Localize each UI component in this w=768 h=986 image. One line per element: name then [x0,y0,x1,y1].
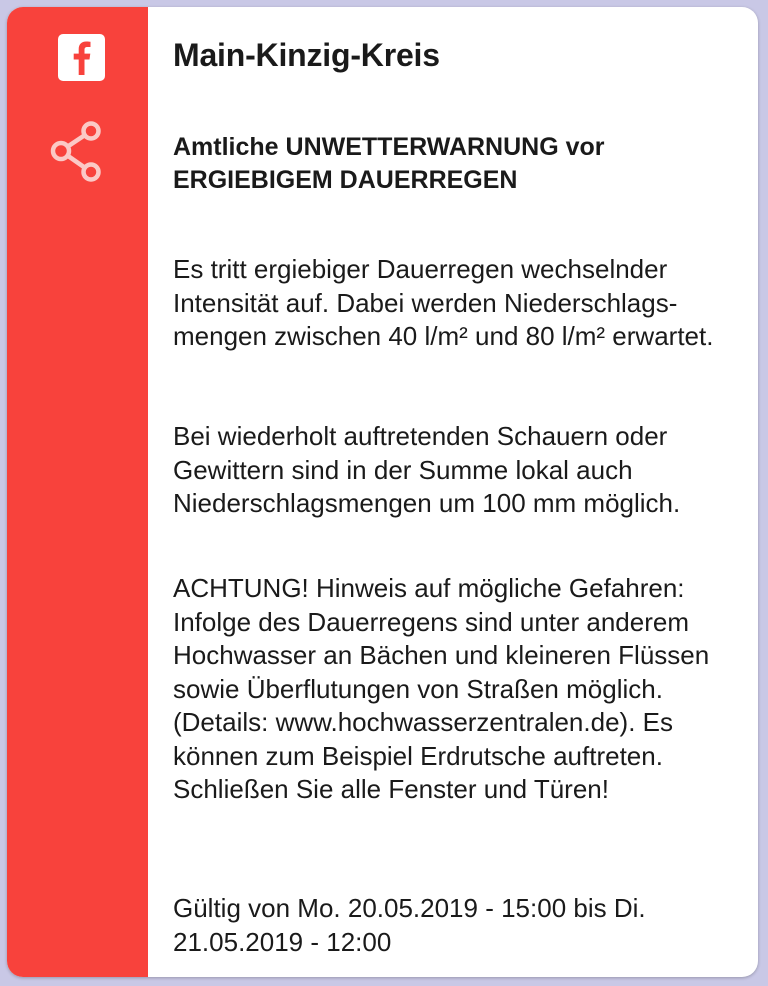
severity-stripe [7,7,148,977]
warning-paragraph: ACHTUNG! Hinweis auf mögliche Gefahren: Infolge des Dauerregens sind unter anderem Hochwasser an Bächen und kleineren Flüssen sowie Überflutungen von Straßen möglich. (Details: www.hochwasserzentralen.de). Es können zum Beispiel Erdrutsche auftreten. Schließen Sie alle Fenster und Türen! [173,573,710,804]
share-button[interactable] [48,120,106,186]
facebook-icon [58,34,105,81]
share-icon [48,120,106,186]
warning-paragraph: Es tritt ergiebiger Dauerregen wechselnder Intensität auf. Dabei werden Niederschlagsmengen zwischen 40 l/m² und 80 l/m² erwartet. [173,254,714,351]
warning-paragraph: Bei wiederholt auftretenden Schauern oder Gewittern sind in der Summe lokal auch Niederschlagsmengen um 100 mm möglich. [173,421,681,518]
validity-period: Gültig von Mo. 20.05.2019 - 15:00 bis Di. 21.05.2019 - 12:00 [173,893,646,957]
warning-headline: Amtliche UNWETTERWARNUNG vor ERGIEBIGEM DAUERREGEN [173,133,605,194]
warning-card [7,7,758,977]
region-title: Main-Kinzig-Kreis [173,37,440,73]
facebook-share-button[interactable] [58,34,105,81]
